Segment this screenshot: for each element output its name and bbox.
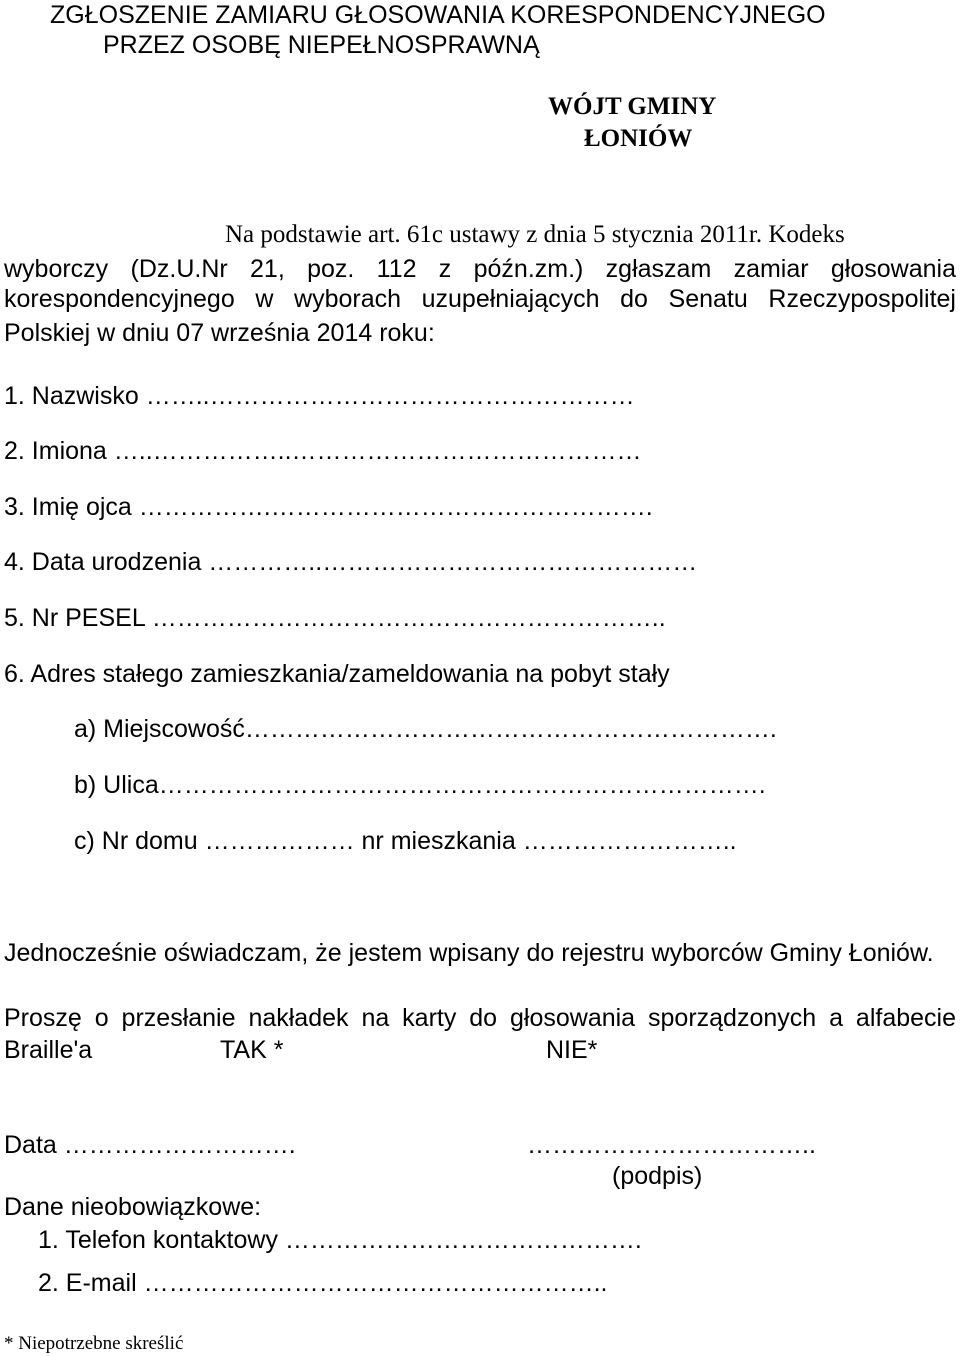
field-city: a) Miejscowość………………………………………………………. [74, 715, 777, 743]
footnote: * Niepotrzebne skreślić [4, 1333, 184, 1354]
braille-yes-option: TAK * [220, 1036, 284, 1064]
field-birth-date: 4. Data urodzenia …………..……………………………………… [4, 548, 698, 576]
addressee-line-1: WÓJT GMINY [548, 93, 717, 120]
field-email: 2. E-mail ……………………………………………….. [38, 1269, 608, 1297]
braille-label: Braille'a [4, 1036, 93, 1064]
voter-register-declaration: Jednocześnie oświadczam, że jestem wpisany do rejestru wyborców Gminy Łoniów. [4, 939, 934, 967]
date-field: Data ………………………. [4, 1131, 296, 1159]
field-pesel: 5. Nr PESEL …………………………………………………….. [4, 604, 666, 632]
intro-line-2: wyborczy (Dz.U.Nr 21, poz. 112 z późn.zm.) zgłaszam zamiar głosowania [4, 255, 956, 283]
field-first-names: 2. Imiona …..……………..…………………………………… [4, 437, 642, 465]
field-house-number: c) Nr domu ……………… nr mieszkania …………………….. [74, 827, 737, 855]
optional-data-heading: Dane nieobowiązkowe: [4, 1193, 262, 1221]
address-heading: 6. Adres stałego zamieszkania/zameldowania na pobyt stały [4, 660, 670, 688]
addressee-line-2: ŁONIÓW [584, 125, 693, 152]
signature-label: (podpis) [612, 1162, 703, 1190]
intro-line-1: Na podstawie art. 61c ustawy z dnia 5 stycznia 2011r. Kodeks [225, 221, 845, 248]
braille-no-option: NIE* [546, 1036, 598, 1064]
braille-request: Proszę o przesłanie nakładek na karty do głosowania sporządzonych a alfabecie [4, 1004, 956, 1032]
field-father-name: 3. Imię ojca …………….………………………………………. [4, 493, 653, 521]
intro-line-3: korespondencyjnego w wyborach uzupełniających do Senatu Rzeczypospolitej [4, 285, 956, 313]
field-phone: 1. Telefon kontaktowy ……………………………………. [38, 1226, 642, 1254]
field-surname: 1. Nazwisko ……..…………………………………………… [4, 382, 635, 410]
signature-line: …………………………….. [527, 1131, 816, 1159]
form-title-line-2: PRZEZ OSOBĘ NIEPEŁNOSPRAWNĄ [103, 31, 540, 59]
form-title-line-1: ZGŁOSZENIE ZAMIARU GŁOSOWANIA KORESPONDENCYJNEGO [50, 1, 826, 29]
field-street: b) Ulica………………………………………………………………. [74, 771, 766, 799]
intro-line-4: Polskiej w dniu 07 września 2014 roku: [4, 319, 435, 347]
